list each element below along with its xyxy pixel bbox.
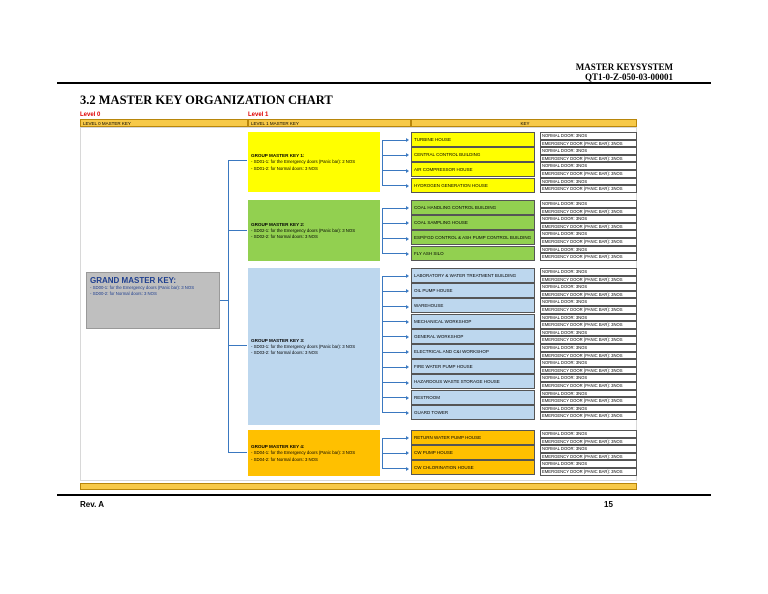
normal-door-row: NORMAL DOOR: 3NOS (540, 445, 637, 453)
connector-line (382, 140, 383, 186)
group-title: GROUP MASTER KEY 4: (251, 444, 305, 449)
key-box: RESTROOM (411, 390, 535, 405)
level-1-label: Level 1 (248, 112, 269, 118)
connector-line (382, 412, 407, 413)
emergency-door-row: EMERGENCY DOOR (PANIC BAR): 3NOS (540, 291, 637, 299)
emergency-door-row: EMERGENCY DOOR (PANIC BAR): 3NOS (540, 438, 637, 446)
emergency-door-row: EMERGENCY DOOR (PANIC BAR): 3NOS (540, 321, 637, 329)
column-header-key: KEY (411, 119, 637, 127)
connector-line (382, 367, 407, 368)
arrow-icon (406, 451, 409, 455)
arrow-icon (406, 305, 409, 309)
branch-line (228, 160, 247, 161)
group-line: - SD01-1: for the Emergency doors (Panic bar): 2 NOS (251, 159, 356, 164)
normal-door-row: NORMAL DOOR: 3NOS (540, 215, 637, 223)
connector-line (382, 276, 407, 277)
grand-master-key-title: GRAND MASTER KEY: (90, 276, 177, 285)
normal-door-row: NORMAL DOOR: 3NOS (540, 230, 637, 238)
connector-line (382, 453, 407, 454)
connector-line (382, 185, 407, 186)
arrow-icon (406, 411, 409, 415)
arrow-icon (406, 237, 409, 241)
connector-line (382, 208, 383, 254)
connector-line (382, 382, 407, 383)
key-box: OIL PUMP HOUSE (411, 283, 535, 298)
key-box: HYDROGEN GENERATION HOUSE (411, 178, 535, 193)
trunk-line (220, 300, 228, 301)
normal-door-row: NORMAL DOOR: 3NOS (540, 200, 637, 208)
revision-label: Rev. A (80, 500, 105, 509)
footer-rule (57, 494, 711, 496)
normal-door-row: NORMAL DOOR: 3NOS (540, 314, 637, 322)
arrow-icon (406, 252, 409, 256)
section-title: 3.2 MASTER KEY ORGANIZATION CHART (80, 93, 333, 107)
key-box: ELECTRICAL AND C&I WORKSHOP (411, 344, 535, 359)
key-box: MECHANICAL WORKSHOP (411, 314, 535, 329)
key-box: CW CHLORINATION HOUSE (411, 460, 535, 475)
connector-line (382, 336, 407, 337)
level-0-label: Level 0 (80, 112, 101, 118)
connector-line (382, 223, 407, 224)
arrow-icon (406, 365, 409, 369)
emergency-door-row: EMERGENCY DOOR (PANIC BAR): 3NOS (540, 170, 637, 178)
emergency-door-row: EMERGENCY DOOR (PANIC BAR): 3NOS (540, 253, 637, 261)
group-title: GROUP MASTER KEY 3: (251, 337, 305, 343)
emergency-door-row: EMERGENCY DOOR (PANIC BAR): 3NOS (540, 276, 637, 284)
page-number: 15 (604, 500, 613, 509)
emergency-door-row: EMERGENCY DOOR (PANIC BAR): 3NOS (540, 352, 637, 360)
connector-line (382, 208, 407, 209)
normal-door-row: NORMAL DOOR: 3NOS (540, 359, 637, 367)
arrow-icon (406, 396, 409, 400)
arrow-icon (406, 320, 409, 324)
connector-line (382, 352, 407, 353)
document-number: QT1-0-Z-050-03-00001 (585, 72, 673, 82)
group-line: - SD01-2: for Normal doors: 3 NOS (251, 165, 318, 171)
arrow-icon (406, 274, 409, 278)
normal-door-row: NORMAL DOOR: 3NOS (540, 283, 637, 291)
arrow-icon (406, 206, 409, 210)
arrow-icon (406, 184, 409, 188)
key-box: LABORATORY & WATER TREATMENT BUILDING (411, 268, 535, 283)
arrow-icon (406, 467, 409, 471)
arrow-icon (406, 138, 409, 142)
emergency-door-row: EMERGENCY DOOR (PANIC BAR): 3NOS (540, 185, 637, 193)
group-line: - SD03-1: for the Emergency doors (Panic bar): 3 NOS (251, 343, 356, 349)
emergency-door-row: EMERGENCY DOOR (PANIC BAR): 3NOS (540, 140, 637, 148)
key-box: ESP/FGD CONTROL & ASH PUMP CONTROL BUILDING (411, 230, 535, 245)
bottom-bar (80, 483, 637, 490)
header-rule (57, 82, 711, 84)
group-line: - SD04-2: for Normal doors: 3 NOS (251, 456, 318, 462)
trunk-line (228, 160, 229, 452)
arrow-icon (406, 436, 409, 440)
emergency-door-row: EMERGENCY DOOR (PANIC BAR): 3NOS (540, 412, 637, 420)
emergency-door-row: EMERGENCY DOOR (PANIC BAR): 3NOS (540, 382, 637, 390)
normal-door-row: NORMAL DOOR: 3NOS (540, 147, 637, 155)
key-box: COAL HANDLING CONTROL BUILDING (411, 200, 535, 215)
group-master-key-4 (248, 430, 380, 476)
column-header-level1: LEVEL 1 MASTER KEY (248, 119, 411, 127)
normal-door-row: NORMAL DOOR: 3NOS (540, 246, 637, 254)
arrow-icon (406, 381, 409, 385)
emergency-door-row: EMERGENCY DOOR (PANIC BAR): 3NOS (540, 155, 637, 163)
group-master-key-3 (248, 268, 380, 425)
grand-master-key-line: - SD00-1: for the Emergency doors (Panic bar): 3 NOS (90, 285, 195, 290)
emergency-door-row: EMERGENCY DOOR (PANIC BAR): 3NOS (540, 397, 637, 405)
arrow-icon (406, 153, 409, 157)
key-box: GUARD TOWER (411, 405, 535, 420)
normal-door-row: NORMAL DOOR: 3NOS (540, 430, 637, 438)
connector-line (382, 155, 407, 156)
key-box: CW PUMP HOUSE (411, 445, 535, 460)
branch-line (228, 230, 247, 231)
group-line: - SD02-2: for Normal doors: 3 NOS (251, 234, 318, 239)
emergency-door-row: EMERGENCY DOOR (PANIC BAR): 3NOS (540, 468, 637, 476)
arrow-icon (406, 335, 409, 339)
normal-door-row: NORMAL DOOR: 3NOS (540, 162, 637, 170)
group-line: - SD04-1: for the Emergency doors (Panic bar): 3 NOS (251, 450, 356, 455)
emergency-door-row: EMERGENCY DOOR (PANIC BAR): 3NOS (540, 306, 637, 314)
group-line: - SD03-2: for Normal doors: 3 NOS (251, 350, 318, 355)
normal-door-row: NORMAL DOOR: 3NOS (540, 132, 637, 140)
connector-line (382, 468, 407, 469)
connector-line (382, 253, 407, 254)
emergency-door-row: EMERGENCY DOOR (PANIC BAR): 3NOS (540, 208, 637, 216)
arrow-icon (406, 350, 409, 354)
connector-line (382, 438, 407, 439)
column-header-level0: LEVEL 0 MASTER KEY (80, 119, 248, 127)
connector-line (382, 170, 407, 171)
key-box: FLY ASH SILO (411, 246, 535, 261)
key-box: AIR COMPRESSOR HOUSE (411, 162, 535, 177)
normal-door-row: NORMAL DOOR: 3NOS (540, 178, 637, 186)
connector-line (382, 306, 407, 307)
key-box: TURBINE HOUSE (411, 132, 535, 147)
emergency-door-row: EMERGENCY DOOR (PANIC BAR): 3NOS (540, 453, 637, 461)
emergency-door-row: EMERGENCY DOOR (PANIC BAR): 3NOS (540, 367, 637, 375)
normal-door-row: NORMAL DOOR: 3NOS (540, 405, 637, 413)
branch-line (228, 345, 247, 346)
group-title: GROUP MASTER KEY 2: (251, 221, 305, 227)
normal-door-row: NORMAL DOOR: 3NOS (540, 390, 637, 398)
normal-door-row: NORMAL DOOR: 3NOS (540, 460, 637, 468)
normal-door-row: NORMAL DOOR: 3NOS (540, 344, 637, 352)
arrow-icon (406, 289, 409, 293)
key-box: GENERAL WORKSHOP (411, 329, 535, 344)
connector-line (382, 140, 407, 141)
group-title: GROUP MASTER KEY 1: (251, 153, 305, 158)
emergency-door-row: EMERGENCY DOOR (PANIC BAR): 3NOS (540, 336, 637, 344)
key-box: RETURN WATER PUMP HOUSE (411, 430, 535, 445)
connector-line (382, 397, 407, 398)
key-box: CENTRAL CONTROL BUILDING (411, 147, 535, 162)
key-box: COAL SAMPLING HOUSE (411, 215, 535, 230)
group-master-key-2 (248, 200, 380, 261)
key-box: FIRE WATER PUMP HOUSE (411, 359, 535, 374)
branch-line (228, 452, 247, 453)
normal-door-row: NORMAL DOOR: 3NOS (540, 268, 637, 276)
grand-master-key-line: - SD00-2: for Normal doors: 3 NOS (90, 291, 157, 296)
normal-door-row: NORMAL DOOR: 3NOS (540, 298, 637, 306)
system-name: MASTER KEYSYSTEM (575, 62, 673, 72)
grand-master-key-box (86, 272, 220, 329)
emergency-door-row: EMERGENCY DOOR (PANIC BAR): 3NOS (540, 238, 637, 246)
connector-line (382, 291, 407, 292)
group-line: - SD02-1: for the Emergency doors (Panic bar): 3 NOS (251, 227, 356, 233)
document-header (576, 62, 673, 82)
connector-line (382, 238, 407, 239)
normal-door-row: NORMAL DOOR: 3NOS (540, 329, 637, 337)
connector-line (382, 321, 407, 322)
key-box: WAREHOUSE (411, 298, 535, 313)
emergency-door-row: EMERGENCY DOOR (PANIC BAR): 3NOS (540, 223, 637, 231)
connector-line (382, 276, 383, 413)
arrow-icon (406, 169, 409, 173)
key-box: HAZARDOUS WASTE STORAGE HOUSE (411, 374, 535, 389)
group-master-key-1 (248, 132, 380, 192)
arrow-icon (406, 221, 409, 225)
normal-door-row: NORMAL DOOR: 3NOS (540, 374, 637, 382)
